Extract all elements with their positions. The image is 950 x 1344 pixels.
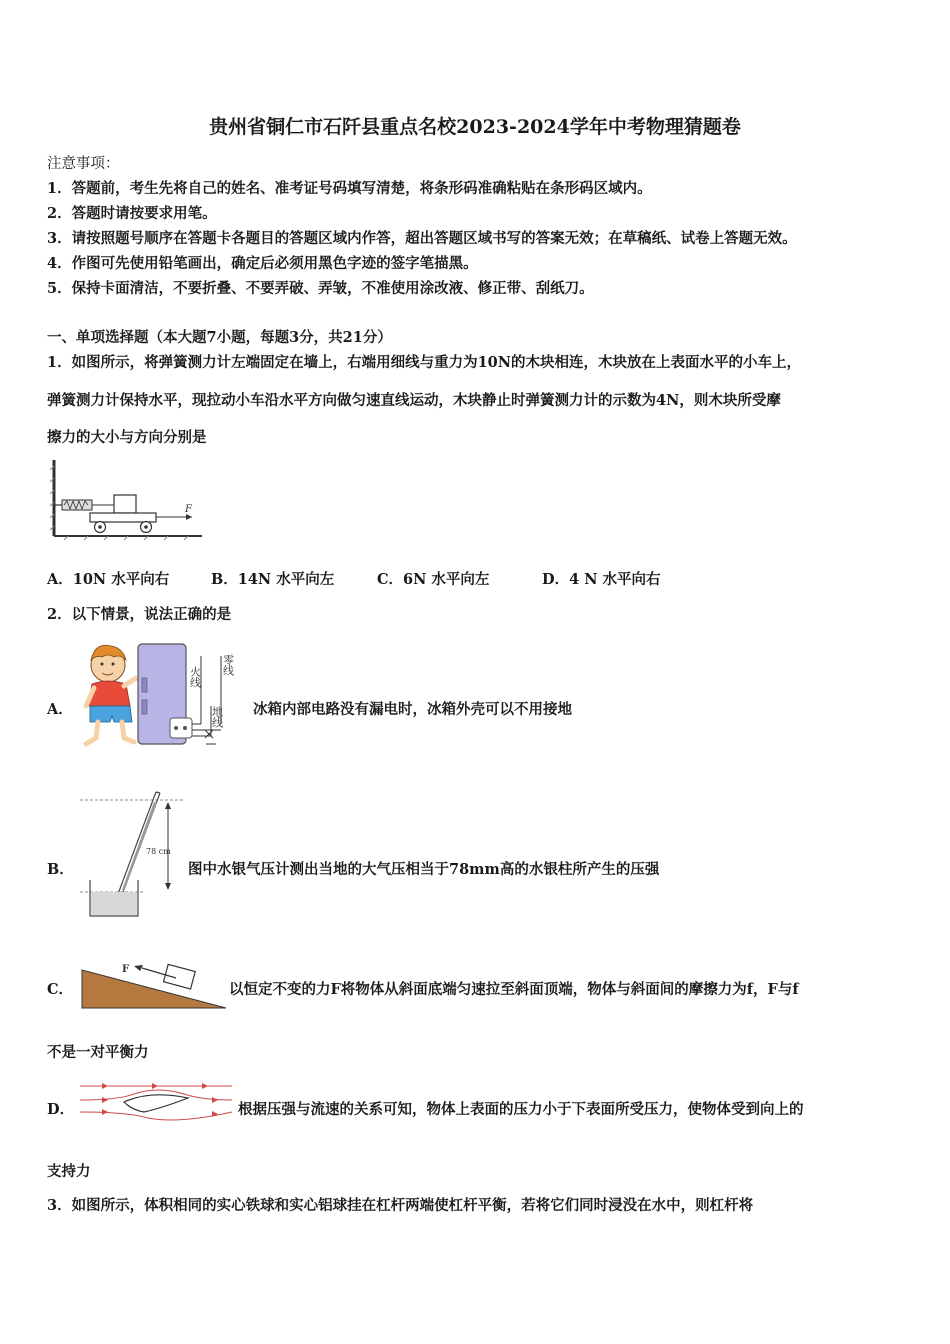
- q1-stem-line: 1．如图所示，将弹簧测力计左端固定在墙上，右端用细线与重力为10N的木块相连，木块放在上表面水平的小车上，: [47, 354, 802, 371]
- q2-option-d-label[interactable]: D．: [47, 1101, 75, 1118]
- q2-option-b-label[interactable]: B．: [47, 861, 74, 878]
- barometer-figure: [80, 790, 185, 920]
- q2-option-c-text: 以恒定不变的力F将物体从斜面底端匀速拉至斜面顶端，物体与斜面间的摩擦力为f，F与f: [229, 981, 799, 998]
- q1-option-b[interactable]: B．14N 水平向左: [211, 571, 335, 588]
- notice-heading: 注意事项：: [47, 156, 120, 172]
- q2-option-a-label[interactable]: A．: [47, 701, 73, 718]
- fire-wire-label: 火线: [188, 666, 202, 688]
- q1-cart-figure: [50, 460, 205, 542]
- notice-item: 2．答题时请按要求用笔。: [47, 205, 217, 222]
- q2-option-d-text-cont: 支持力: [47, 1163, 91, 1180]
- q2-option-c-text-cont: 不是一对平衡力: [47, 1044, 149, 1061]
- q1-option-d[interactable]: D．4 N 水平向右: [542, 571, 661, 588]
- neutral-wire-label: 零线: [221, 654, 235, 676]
- q3-stem: 3．如图所示，体积相同的实心铁球和实心铝球挂在杠杆两端使杠杆平衡，若将它们同时浸没在水中，则杠杆将: [47, 1197, 754, 1214]
- q2-option-a-text: 冰箱内部电路没有漏电时，冰箱外壳可以不用接地: [253, 701, 572, 718]
- page-title: 贵州省铜仁市石阡县重点名校2023-2024学年中考物理猜题卷: [209, 116, 741, 138]
- q2-option-c-label[interactable]: C．: [47, 981, 74, 998]
- force-label: F: [122, 964, 130, 975]
- section-heading: 一、单项选择题（本大题7小题，每题3分，共21分）: [47, 329, 392, 346]
- force-label: F: [185, 504, 192, 515]
- q1-option-c[interactable]: C．6N 水平向左: [377, 571, 490, 588]
- q2-option-b-text: 图中水银气压计测出当地的大气压相当于78mm高的水银柱所产生的压强: [188, 861, 660, 878]
- notice-item: 1．答题前，考生先将自己的姓名、准考证号码填写清楚，将条形码准确粘贴在条形码区域内。: [47, 180, 652, 197]
- notice-item: 4．作图可先使用铅笔画出，确定后必须用黑色字迹的签字笔描黑。: [47, 255, 478, 272]
- q2-stem: 2．以下情景，说法正确的是: [47, 606, 232, 623]
- airflow-figure: [78, 1078, 234, 1128]
- q1-stem-line: 擦力的大小与方向分别是: [47, 429, 207, 446]
- height-label: 78 cm: [146, 847, 171, 856]
- incline-figure: [80, 960, 228, 1010]
- notice-item: 5．保持卡面清洁，不要折叠、不要弄破、弄皱，不准使用涂改液、修正带、刮纸刀。: [47, 280, 594, 297]
- q2-option-d-text: 根据压强与流速的关系可知，物体上表面的压力小于下表面所受压力，使物体受到向上的: [238, 1101, 804, 1118]
- q1-option-a[interactable]: A．10N 水平向右: [47, 571, 170, 588]
- ground-wire-label: 地线: [210, 706, 224, 728]
- fridge-grounding-figure: [78, 640, 248, 750]
- notice-item: 3．请按照题号顺序在答题卡各题目的答题区域内作答，超出答题区域书写的答案无效；在草稿纸、试卷上答题无效。: [47, 230, 797, 247]
- q1-stem-line: 弹簧测力计保持水平，现拉动小车沿水平方向做匀速直线运动，木块静止时弹簧测力计的示数为4N，则木块所受摩: [47, 392, 781, 409]
